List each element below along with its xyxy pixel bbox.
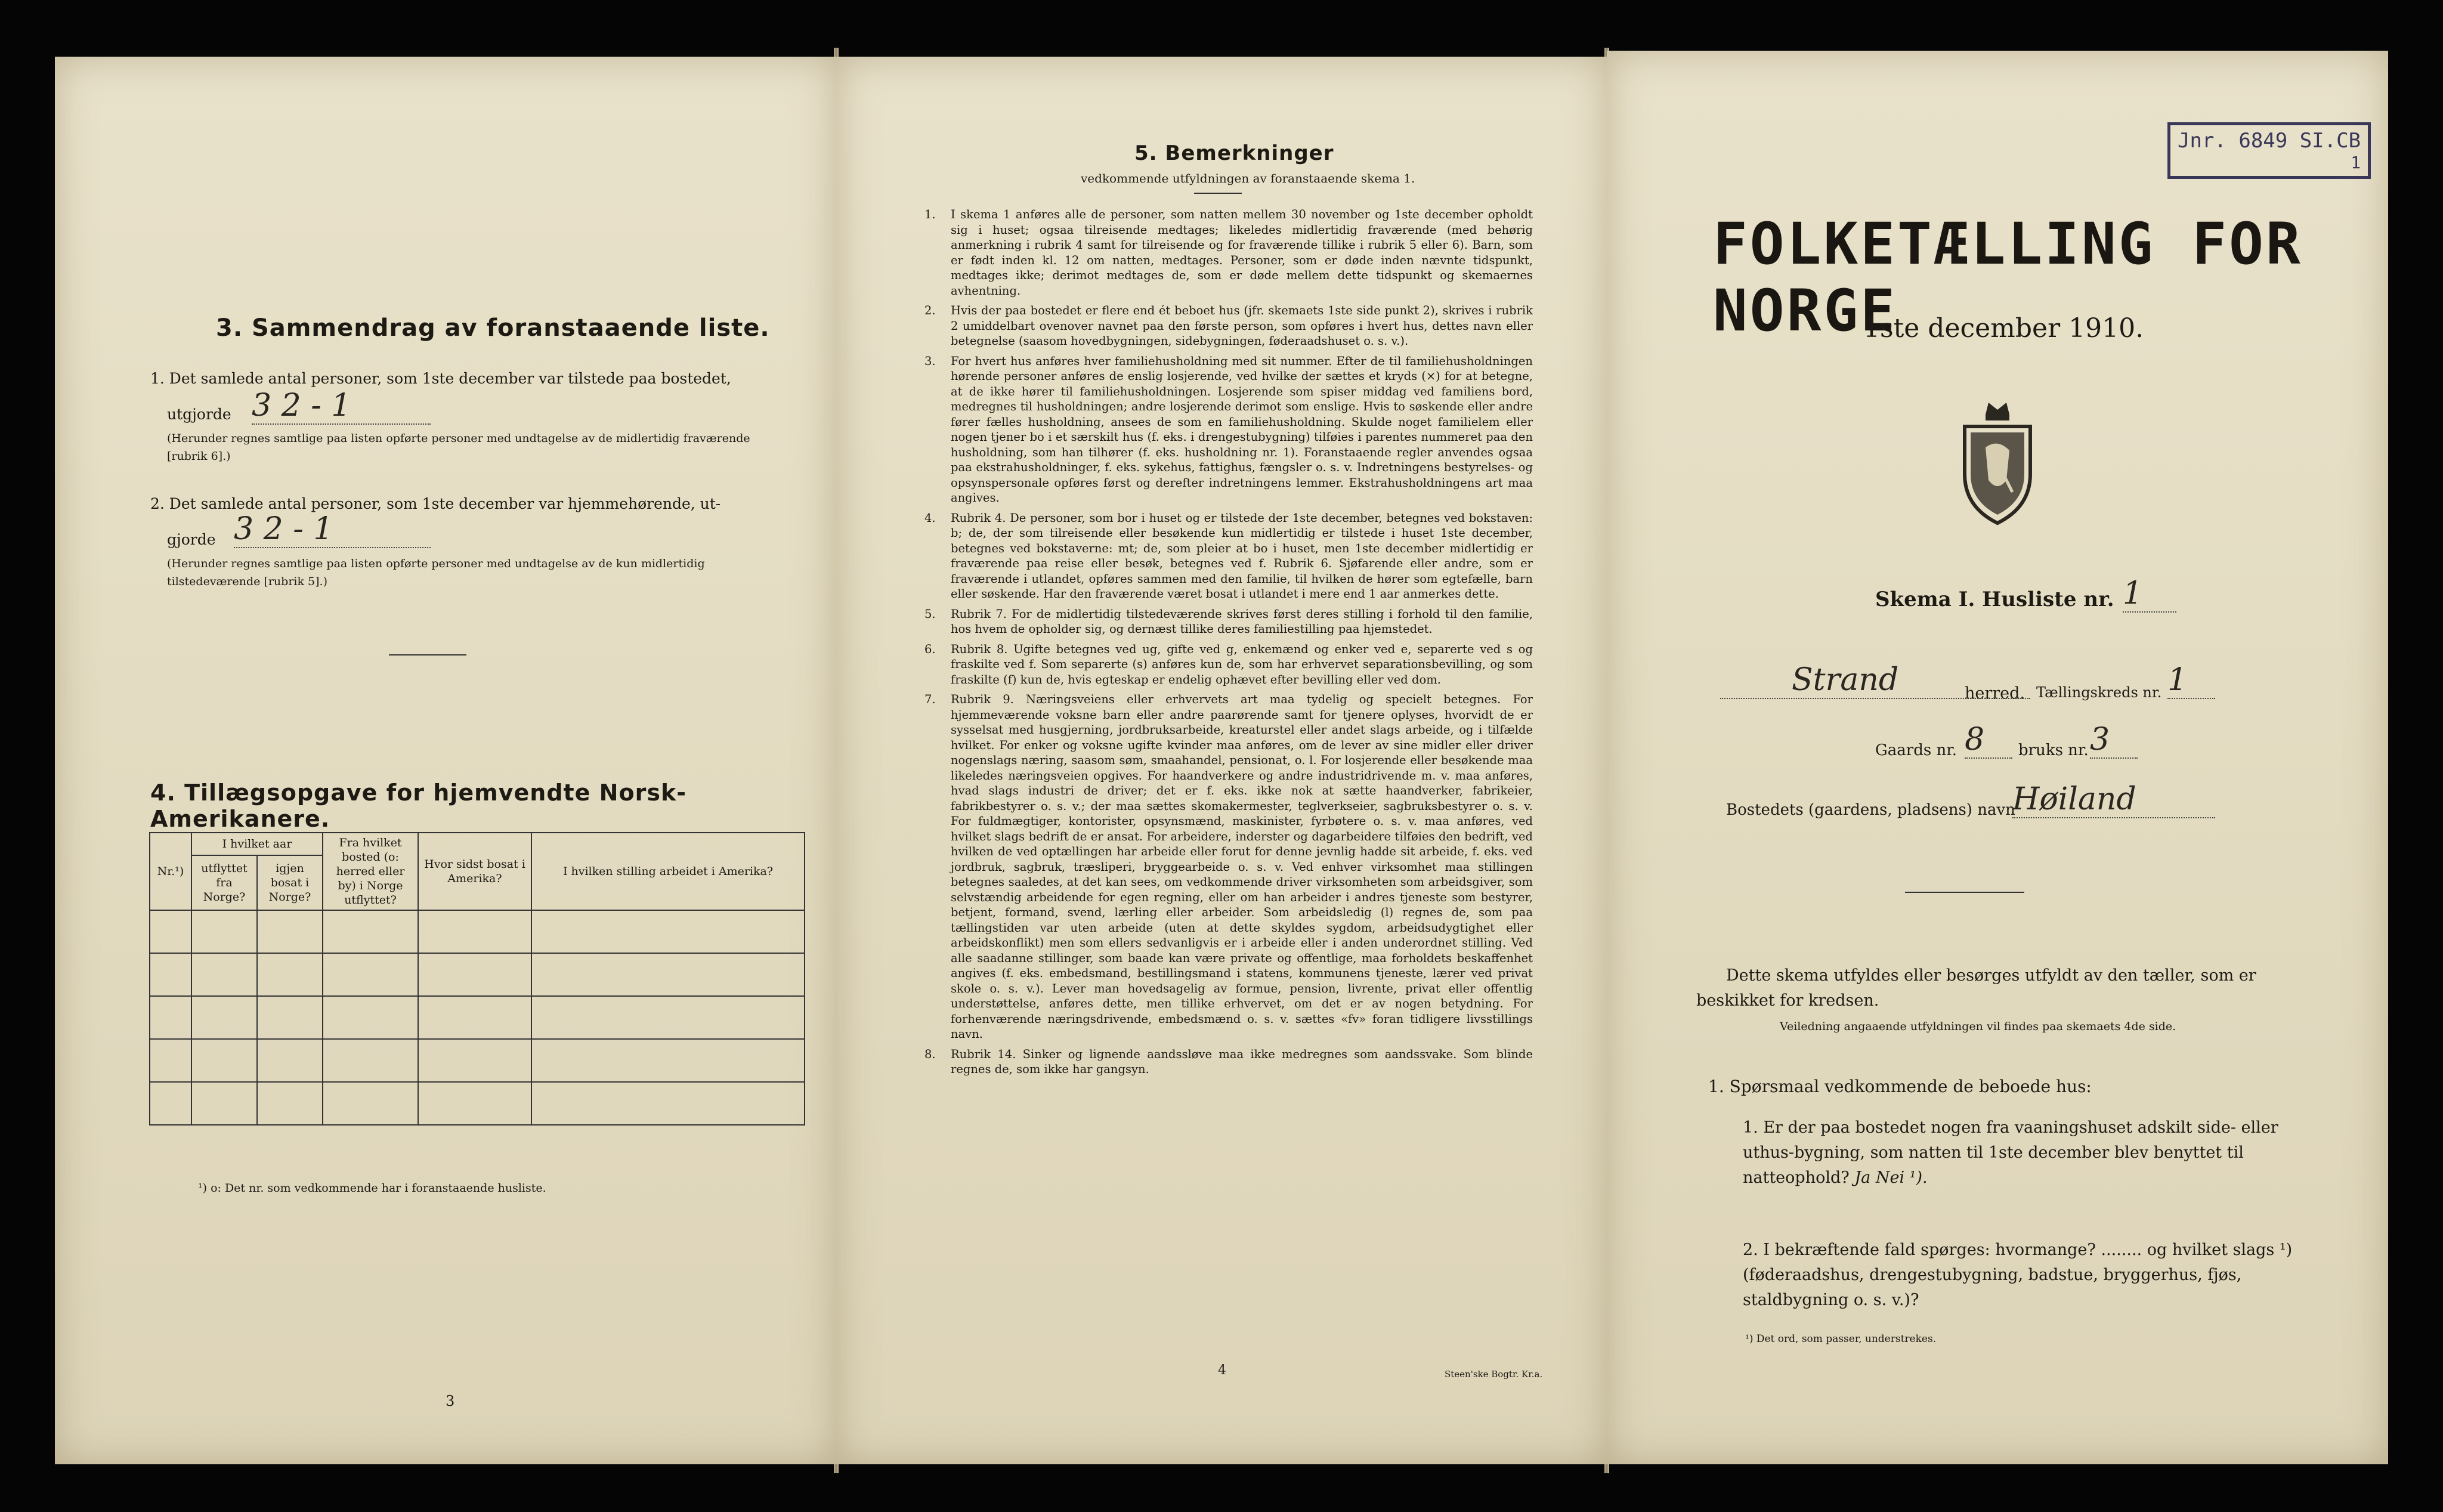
col-returned: igjen bosat i Norge? — [257, 855, 323, 910]
summary-item-1-value: 3 2 - 1 — [252, 388, 431, 425]
cover-footnote: ¹) Det ord, som passer, understrekes. — [1745, 1333, 1937, 1345]
cover-panel — [1607, 51, 2388, 1464]
bemerkning-text: Hvis der paa bostedet er flere end ét beboet hus (jfr. skemaets 1ste side punkt 2), skrives i rubrik 2 umiddelbart ovenover navnet paa den første person, som opføres i hvert hus, dettes navn eller betegnelse (saasom hovedbygningen, sidebygningen, føderaadshuset o. s. v.). — [951, 304, 1533, 348]
bemerkning-item — [924, 607, 1533, 637]
bemerkning-item — [924, 207, 1533, 298]
bemerkning-number: 1. — [924, 208, 936, 221]
herred-label: herred. — [1965, 684, 2025, 703]
table-row — [150, 1039, 805, 1082]
husliste-nr: 1 — [2123, 576, 2176, 613]
section-4-title: 4. Tillægsopgave for hjemvendte Norsk-Amerikanere. — [150, 780, 686, 832]
bemerkning-number: 8. — [924, 1047, 936, 1061]
summary-item-2-note: (Herunder regnes samtlige paa listen opførte personer med undtagelse av de kun midlertidig tilstedeværende [rubrik 5].) — [167, 557, 705, 588]
census-date: 1ste december 1910. — [1863, 313, 2144, 344]
question-heading: 1. Spørsmaal vedkommende de beboede hus: — [1708, 1077, 2092, 1096]
table-footnote: ¹) o: Det nr. som vedkommende har i foranstaaende husliste. — [198, 1182, 546, 1195]
summary-item-1-label: utgjorde — [167, 406, 231, 423]
summary-item-1-note: (Herunder regnes samtlige paa listen opførte personer med undtagelse av de midlertidig fraværende [rubrik 6].) — [167, 432, 750, 463]
col-year-group: I hvilket aar — [191, 833, 323, 855]
page-number: 4 — [1218, 1363, 1226, 1378]
col-occupation: I hvilken stilling arbeidet i Amerika? — [531, 833, 805, 910]
bemerkning-item — [924, 354, 1533, 506]
census-title: FOLKETÆLLING FOR NORGE — [1713, 211, 2303, 344]
bemerkning-number: 3. — [924, 354, 936, 368]
bemerkning-number: 2. — [924, 304, 936, 317]
bemerkning-text: Rubrik 14. Sinker og lignende aandssløve maa ikke medregnes som aandssvake. Som blinde regnes de, som ikke har gangsyn. — [951, 1047, 1533, 1076]
stamp-text: Jnr. 6849 SI.CB — [2178, 129, 2361, 153]
herred-value: Strand — [1720, 662, 2030, 699]
bemerkning-number: 4. — [924, 511, 936, 525]
bemerkning-item — [924, 642, 1533, 688]
title-divider — [1194, 193, 1242, 194]
gaards-value: 8 — [1965, 722, 2012, 759]
col-last-place: Hvor sidst bosat i Amerika? — [418, 833, 531, 910]
ornament-divider — [1905, 892, 2024, 893]
question-1-answer: Ja Nei ¹). — [1854, 1168, 1928, 1187]
bruks-value: 3 — [2090, 722, 2138, 759]
table-row — [150, 953, 805, 996]
kreds-label: Tællingskreds nr. — [2036, 684, 2162, 701]
summary-item-2-value: 3 2 - 1 — [234, 511, 431, 548]
page-3-panel — [55, 57, 836, 1464]
instruction-sub: Veiledning angaaende utfyldningen vil findes paa skemaets 4de side. — [1780, 1020, 2176, 1033]
question-1 — [1743, 1115, 2309, 1191]
summary-item-2: 2. Det samlede antal personer, som 1ste december var hjemmehørende, ut- — [150, 495, 721, 512]
norway-coat-of-arms-icon — [1953, 391, 2042, 528]
bemerkning-text: Rubrik 7. For de midlertidig tilstedeværende skrives først deres stilling i forhold til den familie, hos hvem de opholder sig, og dernæst tillike deres familiestilling paa hjemstedet. — [951, 607, 1533, 636]
col-from-place: Fra hvilket bosted (o: herred eller by) i Norge utflyttet? — [323, 833, 418, 910]
col-emigrated: utflyttet fra Norge? — [191, 855, 257, 910]
bemerkninger-title: 5. Bemerkninger — [1134, 141, 1334, 165]
question-1-text: 1. Er der paa bostedet nogen fra vaaningshuset adskilt side- eller uthus-bygning, som natten til 1ste december blev benyttet til natteophold? — [1743, 1118, 2278, 1187]
table-row — [150, 1082, 805, 1125]
section-3-title: 3. Sammendrag av foranstaaende liste. — [216, 314, 770, 342]
col-nr: Nr.¹) — [150, 833, 191, 910]
schema-label: Skema I. Husliste nr. — [1875, 588, 2114, 611]
bemerkning-item — [924, 1047, 1533, 1077]
table-row — [150, 996, 805, 1039]
bemerkning-text: Rubrik 4. De personer, som bor i huset og er tilstede der 1ste december, betegnes ved bokstaven: b; de, der som tilreisende eller besøkende kun midlertidig er tilstede i huset 1ste december, betegnes ved bokstaverne: mt; de, som pleier at bo i huset, men 1ste december midlertidig er fraværende paa reise eller besøk, betegnes ved f. Rubrik 6. Sjøfarende eller andre, som er fraværende i utlandet, opføres sammen med den familie, til hvilken de hører som egtefælle, barn eller søskende. Har den fraværende været bosat i utlandet i mere end 1 aar anmerkes dette. — [951, 511, 1533, 601]
bemerkning-item — [924, 303, 1533, 349]
bemerkning-item — [924, 692, 1533, 1042]
bemerkning-number: 5. — [924, 607, 936, 621]
bosted-label: Bostedets (gaardens, pladsens) navn — [1726, 801, 2015, 819]
summary-item-1: 1. Det samlede antal personer, som 1ste december var tilstede paa bostedet, — [150, 370, 731, 387]
bemerkning-item — [924, 511, 1533, 602]
bemerkning-number: 6. — [924, 642, 936, 656]
page-4-panel — [836, 57, 1607, 1464]
bemerkninger-list — [924, 207, 1533, 1082]
question-2: 2. I bekræftende fald spørges: hvormange? ........ og hvilket slags ¹) (føderaadshus, drengestubygning, badstue, bryggerhus, fjøs, staldbygning o. s. v.)? — [1743, 1241, 2293, 1309]
bemerkning-text: For hvert hus anføres hver familiehusholdning med sit nummer. Efter de til familiehusholdningen hørende personer anføres de enslig losjerende, ved hvilke der sættes et kryds (×) for at betegne, at de ikke hører til familiehusholdningen. Losjerende som spiser middag ved familiens bord, medregnes til husholdningen; andre losjerende derimot som enslige. Hvis to søskende eller andre fører fælles husholdning, ansees de som en familiehusholdning. Skulde noget familielem eller nogen tjener bo i et særskilt hus (f. eks. i drengestubygning) tilføies i parentes nummeret paa den husholdning, som han tilhører (f. eks. husholdning nr. 1). Foranstaaende regler anvendes ogsaa paa ekstrahusholdninger, f. eks. sykehus, fattighus, fængsler o. s. v. Indretningens bestyrelses- og opsynspersonale opføres først og derefter indretningens lemmer. Ekstrahusholdningens art maa angives. — [951, 354, 1533, 505]
bemerkning-text: Rubrik 8. Ugifte betegnes ved ug, gifte ved g, enkemænd og enker ved e, separerte ved s og fraskilte ved f. Som separerte (s) anføres kun de, som har erhvervet separationsbevilling, og som fraskilte (f) kun de, hvis egteskap er endelig ophævet efter bevilling eller ved dom. — [951, 642, 1533, 687]
bruks-label: bruks nr. — [2018, 741, 2089, 759]
page-number: 3 — [446, 1393, 455, 1409]
bemerkning-number: 7. — [924, 692, 936, 706]
stamp-sub: 1 — [2351, 153, 2361, 172]
summary-item-2-label: gjorde — [167, 531, 216, 548]
printer-mark: Steen'ske Bogtr. Kr.a. — [1445, 1369, 1543, 1380]
norsk-amerikanere-table — [149, 832, 805, 1126]
instruction-text: Dette skema utfyldes eller besørges utfyldt av den tæller, som er beskikket for kredsen. — [1696, 966, 2256, 1010]
bemerkning-text: I skema 1 anføres alle de personer, som natten mellem 30 november og 1ste december opholdt sig i huset; ogsaa tilreisende medtages; likeledes midlertidig fraværende (med behørig anmerkning i rubrik 4 samt for tilreisende og for fraværende tillike i rubrik 5 eller 6). Barn, som er født inden kl. 12 om natten, medtages. Personer, som er døde inden nævnte tidspunkt, medtages ikke; derimot medtages de, som er døde mellem dette tidspunkt og skemaernes avhentning. — [951, 208, 1533, 298]
bosted-value: Høiland — [2012, 781, 2215, 818]
kreds-value: 1 — [2167, 662, 2215, 699]
bemerkning-text: Rubrik 9. Næringsveiens eller erhvervets art maa tydelig og specielt betegnes. For hjemmeværende voksne barn eller andre paarørende samt for tjenere oplyses, hvorvidt de er sysselsat med husgjerning, jordbruksarbeide, kreaturstel eller andet slags arbeide, og i tilfælde hvilket. For enker og voksne ugifte kvinder maa anføres, om de lever av sine midler eller driver nogenslags næring, saasom søm, smaahandel, pensionat, o. l. For losjerende eller besøkende maa likeledes næringsveien opgives. For haandverkere og andre industridrivende m. v. maa anføres, hvad slags industri de driver; det er f. eks. ikke nok at sætte haandverker, fabrikeier, fabrikbestyrer o. s. v.; der maa sættes skomakermester, teglverkseier, sagbruksbestyrer o. s. v. For fuldmægtiger, kontorister, opsynsmænd, maskinister, fyrbøtere o. s. v. maa anføres, ved hvilket slags bedrift de er ansat. For arbeidere, inderster og dagarbeidere tilføies den bedrift, ved hvilken de ved optællingen har arbeide eller forut for denne jevnlig hadde sit arbeide, f. eks. ved jordbruk, sagbruk, træsliperi, bryggearbeide o. s. v. Ved enhver virksomhet maa stillingen betegnes saaledes, at det kan sees, om vedkommende driver virksomheten som arbeidsgiver, som selvstændig arbeidende for egen regning, eller om han arbeider i andres tjeneste som bestyrer, betjent, formand, svend, lærling eller arbeider. Som arbeidsledig (l) regnes de, som paa tællingstiden var uten arbeide (uten at dette skyldes sygdom, arbeidsudygtighet eller arbeidskonflikt) men som ellers sedvanligvis er i arbeide eller i anden underordnet stilling. Ved alle saadanne stillinger, som baade kan være private og offentlige, maa forholdets beskaffenhet angives (f. eks. embedsmand, bestillingsmand i statens, kommunens tjeneste, lærer ved privat skole o. s. v.). Lever man hovedsagelig av formue, pension, livrente, privat eller offentlig understøttelse, anføres dette, men tillike erhvervet, om det er av nogen betydning. For forhenværende næringsdrivende, embedsmænd o. s. v. sættes «fv» foran tidligere livsstillings navn. — [951, 692, 1533, 1041]
section-divider — [389, 654, 466, 655]
table-row — [150, 910, 805, 953]
registration-stamp — [2167, 122, 2371, 179]
gaards-label: Gaards nr. — [1875, 741, 1958, 759]
bemerkninger-subtitle: vedkommende utfyldningen av foranstaaende skema 1. — [1081, 171, 1415, 185]
